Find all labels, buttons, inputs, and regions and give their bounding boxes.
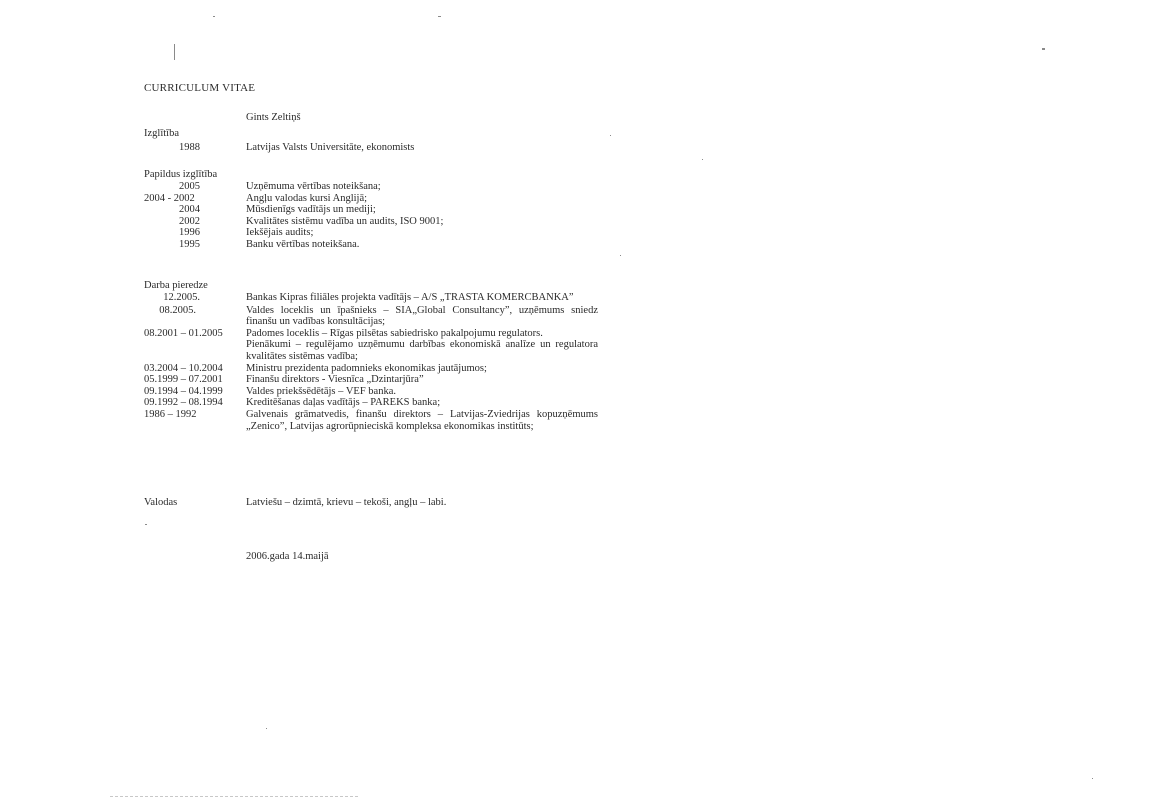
work-row [0,363,1151,375]
work-row [0,374,1151,386]
row-date: 09.1992 – 08.1994 [144,397,223,409]
additional-education-row [0,239,1151,251]
row-date: 2004 - 2002 [144,192,195,204]
scan-artifact [1092,778,1093,779]
row-date: 08.2005. [159,304,196,316]
section-label-additional-education: Papildus izglītība [144,169,218,180]
scan-artifact [145,524,147,525]
row-desc: Latvijas Valsts Universitāte, ekonomists [246,142,415,153]
scan-artifact [702,159,703,160]
row-date: 09.1994 – 04.1999 [144,385,223,397]
row-desc: Kvalitātes sistēmu vadība un audits, ISO 9001; [246,215,444,227]
row-date: 1995 [179,238,200,250]
row-desc: Uzņēmuma vērtības noteikšana; [246,181,381,192]
row-desc: Bankas Kipras filiāles projekta vadītājs – A/S „TRASTA KOMERCBANKA” [246,292,574,303]
additional-education-row [0,193,1151,205]
row-date: 1986 – 1992 [144,408,197,420]
row-desc: Ministru prezidenta padomnieks ekonomikas jautājumos; [246,362,487,374]
section-label-education: Izglītība [144,128,179,139]
person-name: Gints Zeltiņš [246,112,301,123]
row-date: 12.2005. [163,292,200,303]
row-date: 08.2001 – 01.2005 [144,327,223,339]
row-date: 1988 [179,142,200,153]
work-row [0,339,1151,362]
row-desc: Finanšu direktors - Viesnīca „Dzintarjūra” [246,374,424,386]
work-row [0,292,1151,304]
additional-education-row [0,216,1151,228]
additional-education-row [0,227,1151,239]
additional-education-row [0,204,1151,216]
additional-education-row [0,181,1151,193]
row-desc: Valdes loceklis un īpašnieks – SIA„Global Consultancy”, uzņēmums sniedz finanšu un vadības konsultācijas; [246,304,598,328]
row-desc: Pienākumi – regulējamo uzņēmumu darbības ekonomiskā analīze un regulatora kvalitātes sistēmas vadība; [246,339,598,362]
work-row [0,386,1151,398]
section-label-languages: Valodas [144,497,178,508]
scan-artifact [174,44,175,60]
scan-artifact [213,16,215,17]
languages-row [0,497,1151,509]
row-date: 2005 [179,181,200,192]
scan-artifact [620,255,621,256]
row-desc: Kreditēšanas daļas vadītājs – PAREKS banka; [246,397,441,409]
row-date: 1996 [179,227,200,239]
row-desc: Angļu valodas kursi Anglijā; [246,192,368,204]
row-desc: Banku vērtības noteikšana. [246,238,360,250]
work-row [0,397,1151,409]
scan-artifact [610,135,611,136]
row-date: 05.1999 – 07.2001 [144,374,223,386]
row-desc: Valdes priekšsēdētājs – VEF banka. [246,385,396,397]
row-desc: Padomes loceklis – Rīgas pilsētas sabiedrisko pakalpojumu regulators. [246,327,543,339]
row-desc: Latviešu – dzimtā, krievu – tekoši, angļu – labi. [246,497,447,508]
document-title: CURRICULUM VITAE [144,82,256,94]
row-desc: Iekšējais audits; [246,227,314,239]
row-date: 03.2004 – 10.2004 [144,362,223,374]
scan-artifact [1042,48,1045,50]
row-date: 2004 [179,204,200,216]
work-row [0,328,1151,340]
scan-edge-line [110,796,360,797]
row-desc: Mūsdienīgs vadītājs un mediji; [246,204,376,216]
scan-artifact [438,16,441,17]
row-date: 2002 [179,215,200,227]
signature-date: 2006.gada 14.maijā [246,551,329,562]
row-desc: Galvenais grāmatvedis, finanšu direktors – Latvijas-Zviedrijas kopuzņēmums „Zenico”, Latvijas agrorūpnieciskā kompleksa ekonomikas institūts; [246,408,598,432]
work-row [0,409,1151,432]
work-row [0,305,1151,328]
education-row [0,142,1151,154]
scan-artifact [266,728,267,729]
section-label-work-experience: Darba pieredze [144,280,208,291]
